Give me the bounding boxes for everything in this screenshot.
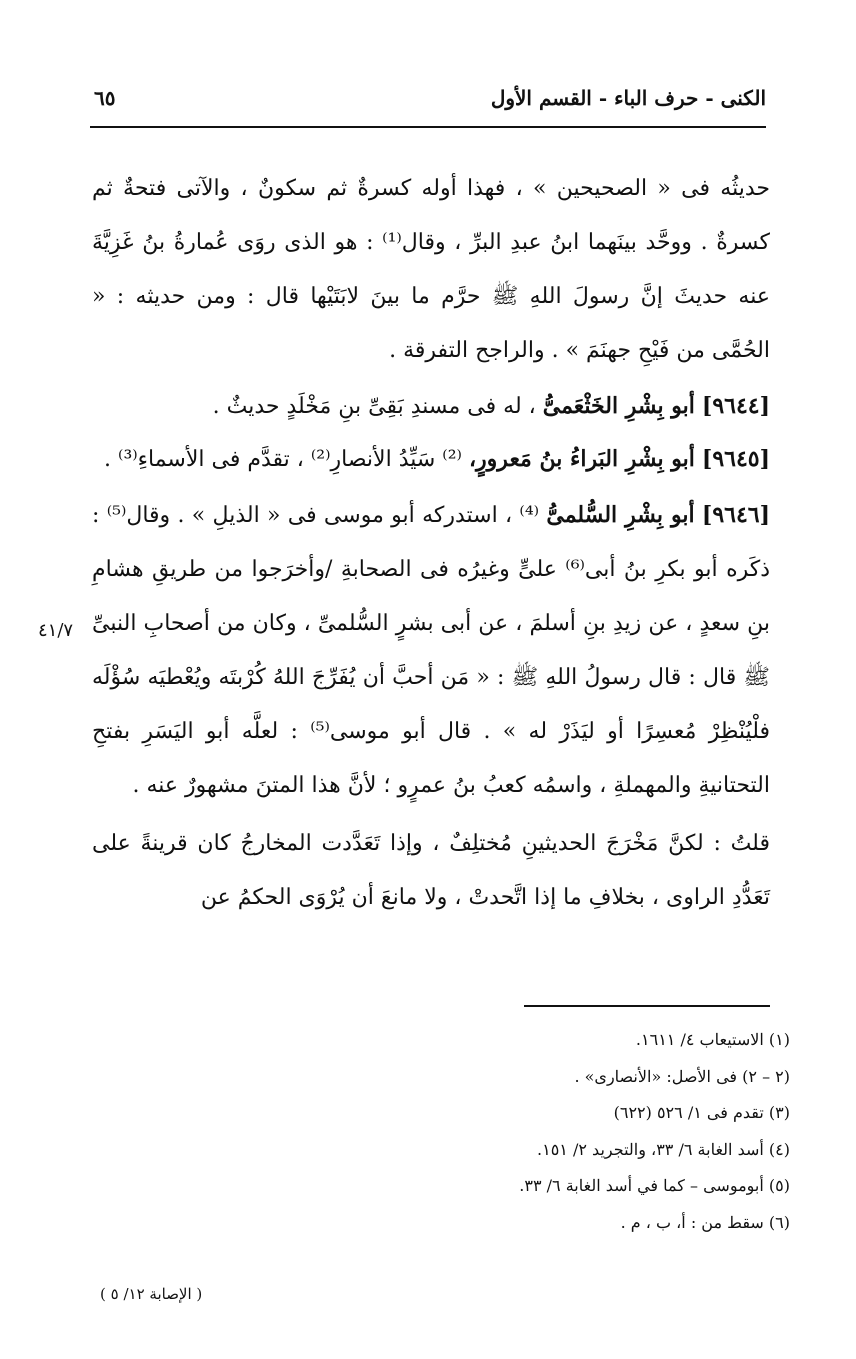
main-text [92,162,770,925]
entry-number: [٩٦٤٤] [701,393,770,419]
entry-name: أبو بِشْرِ البَراءُ بنُ مَعرورٍ، [468,446,695,472]
paragraph-1: حديثُه فى « الصحيحين » ، فهذا أوله كسرةٌ ثم سكونٌ ، والآتى فتحةٌ ثم كسرةٌ . ووحَّد بينَهما ابنُ عبدِ البرِّ ، وقال⁽¹⁾ : هو الذى روَى عُمارةُ بنُ غَزِيَّةَ عنه حديثَ إنَّ رسولَ اللهِ ﷺ حرَّم ما بينَ لابَتَيْها قال : ومن حديثه : « الحُمَّى من فَيْحِ جهنَمَ » . والراجح التفرقة . [92,176,770,363]
footnote: (٤) أسد الغابة ٦/ ٣٣، والتجريد ٢/ ١٥١. [537,1139,790,1159]
entry-name: أبو بِشْرِ الخَثْعَمىُّ [542,393,695,419]
footnote: (٥) أبوموسى – كما في أسد الغابة ٦/ ٣٣. [519,1176,790,1195]
footnote: (٦) سقط من : أ، ب ، م . [620,1212,790,1232]
entry-number: [٩٦٤٥] [701,446,770,472]
page-number: ٦٥ [94,86,116,110]
footnote: (٢ – ٢) فى الأصل: «الأنصارى» . [574,1066,790,1086]
entry-text: ⁽⁴⁾ ، استدركه أبو موسى فى « الذيلِ » . وقال⁽⁵⁾ : ذكَره أبو بكرِ بنُ أبى⁽⁶⁾ علىٍّ وغيرُه فى الصحابةِ /وأخرَجوا من طريقِ هشامِ بنِ سعدٍ ، عن زيدِ بنِ أسلمَ ، عن أبى بشرٍ السُّلمىِّ ، وكان من أصحابِ النبىِّ ﷺ قال : قال رسولُ اللهِ ﷺ : « مَن أحبَّ أن يُفَرِّجَ اللهُ كُرْبتَه ويُعْطيَه سُؤْلَه فلْيُنْظِرْ مُعسِرًا أو ليَذَرْ له » . قال أبو موسى⁽⁵⁾ : لعلَّه أبو اليَسَرِ بفتحِ التحتانيةِ والمهملةِ ، واسمُه كعبُ بنُ عمرٍو ؛ لأنَّ هذا المتنَ مشهورٌ عنه . [92,503,771,798]
entry-9644 [92,382,770,431]
footnote-separator [524,1005,770,1007]
print-signature: ( الإصابة ١٢/ ٥ ) [100,1285,203,1303]
entry-name: أبو بِشْرِ السُّلمىُّ [546,502,695,528]
footnote: (٣) تقدم فى ١/ ٥٢٦ (٦٢٢) [613,1103,790,1122]
entry-9646 [92,488,770,813]
paragraph-last: قلتُ : لكنَّ مَخْرَجَ الحديثينِ مُختلِفٌ ، وإذا تَعَدَّدت المخارجُ كان قرينةً على تَعَدُّدِ الراوى ، بخلافِ ما إذا اتَّحدتْ ، ولا مانعَ أن يُرْوَى الحكمُ عن [92,831,770,910]
margin-reference: ٤١/٧ [38,620,74,641]
running-header [90,86,766,128]
entry-9645 [92,435,770,484]
entry-number: [٩٦٤٦] [701,502,770,528]
entry-text: ⁽²⁾ سَيِّدُ الأنصارِ⁽²⁾ ، تقدَّم فى الأسماءِ⁽³⁾ . [104,447,462,472]
entry-text: ، له فى مسندِ بَقِىِّ بنِ مَخْلَدٍ حديثٌ . [212,394,536,419]
footnotes [86,1022,790,1241]
header-title: الكنى - حرف الباء - القسم الأول [490,86,766,110]
footnote: (١) الاستيعاب ٤/ ١٦١١. [635,1030,790,1049]
